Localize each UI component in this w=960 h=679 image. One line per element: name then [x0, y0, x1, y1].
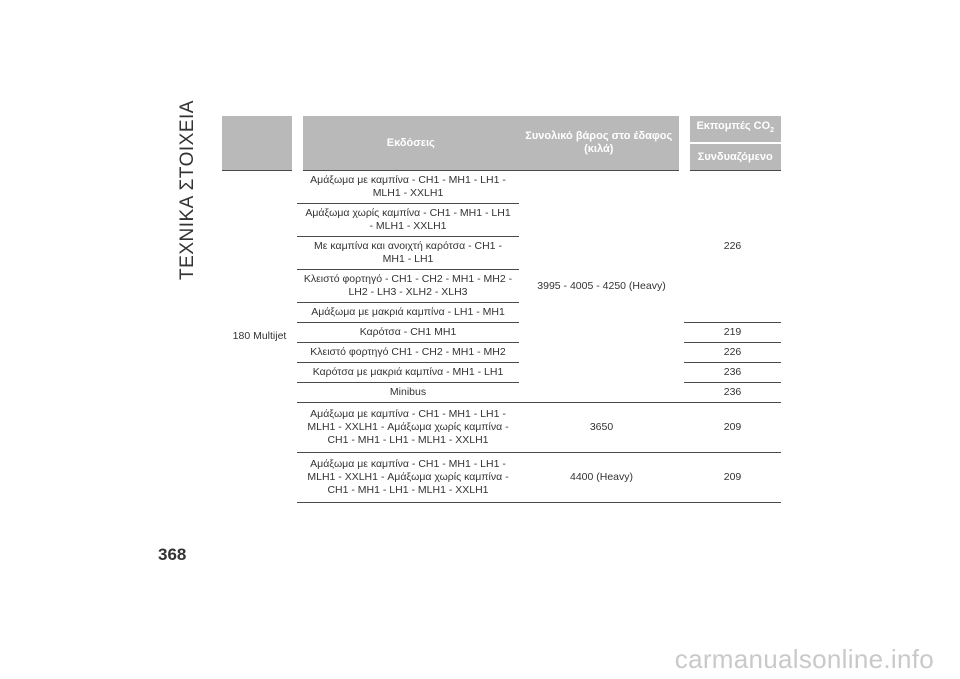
co2-cell: 209	[684, 403, 781, 453]
version-cell: Αμάξωμα με καμπίνα - CH1 - MH1 - LH1 - MLH1 - XXLH1	[297, 171, 519, 204]
table-row	[222, 453, 781, 503]
co2-group-cell: 226	[684, 171, 781, 323]
co2-cell: 209	[684, 453, 781, 503]
header-co2-combined: Συνδυαζόμενο	[684, 143, 781, 171]
table-row	[222, 403, 781, 453]
weight-cell: 3650	[519, 403, 684, 453]
version-cell: Αμάξωμα με καμπίνα - CH1 - MH1 - LH1 - MLH1 - XXLH1 - Αμάξωμα χωρίς καμπίνα - CH1 - MH1 - LH1 - MLH1 - XXLH1	[297, 403, 519, 453]
version-cell: Αμάξωμα χωρίς καμπίνα - CH1 - MH1 - LH1 - MLH1 - XXLH1	[297, 204, 519, 237]
version-cell: Minibus	[297, 383, 519, 403]
table-row	[222, 363, 781, 383]
version-cell: Καρότσα με μακριά καμπίνα - MH1 - LH1	[297, 363, 519, 383]
version-cell: Με καμπίνα και ανοιχτή καρότσα - CH1 - MH1 - LH1	[297, 237, 519, 270]
model-cell: 180 Multijet	[222, 171, 297, 503]
table-row	[222, 171, 781, 204]
weight-cell: 4400 (Heavy)	[519, 453, 684, 503]
table-row	[222, 323, 781, 343]
version-cell: Αμάξωμα με μακριά καμπίνα - LH1 - MH1	[297, 303, 519, 323]
header-weight: Συνολικό βάρος στο έδαφος (κιλά)	[519, 116, 684, 171]
header-versions: Εκδόσεις	[297, 116, 519, 171]
version-cell: Κλειστό φορτηγό - CH1 - CH2 - MH1 - MH2 - LH2 - LH3 - XLH2 - XLH3	[297, 270, 519, 303]
table-row	[222, 383, 781, 403]
co2-cell: 236	[684, 363, 781, 383]
co2-cell: 226	[684, 343, 781, 363]
co2-cell: 236	[684, 383, 781, 403]
section-side-title: ΤΕΧΝΙΚΑ ΣΤΟΙΧΕΙΑ	[177, 100, 198, 280]
table-row	[222, 343, 781, 363]
version-cell: Καρότσα - CH1 MH1	[297, 323, 519, 343]
page-number: 368	[158, 545, 187, 564]
version-cell: Κλειστό φορτηγό CH1 - CH2 - MH1 - MH2	[297, 343, 519, 363]
watermark-text: carmanualsonline.info	[674, 644, 934, 674]
version-cell: Αμάξωμα με καμπίνα - CH1 - MH1 - LH1 - MLH1 - XXLH1 - Αμάξωμα χωρίς καμπίνα - CH1 - MH1 - LH1 - MLH1 - XXLH1	[297, 453, 519, 503]
emissions-spec-table	[222, 116, 781, 503]
co2-cell: 219	[684, 323, 781, 343]
header-co2: Εκπομπές $CO_2$	[684, 116, 781, 143]
weight-group-cell: 3995 - 4005 - 4250 (Heavy)	[519, 171, 684, 403]
header-blank-cell	[222, 116, 297, 171]
